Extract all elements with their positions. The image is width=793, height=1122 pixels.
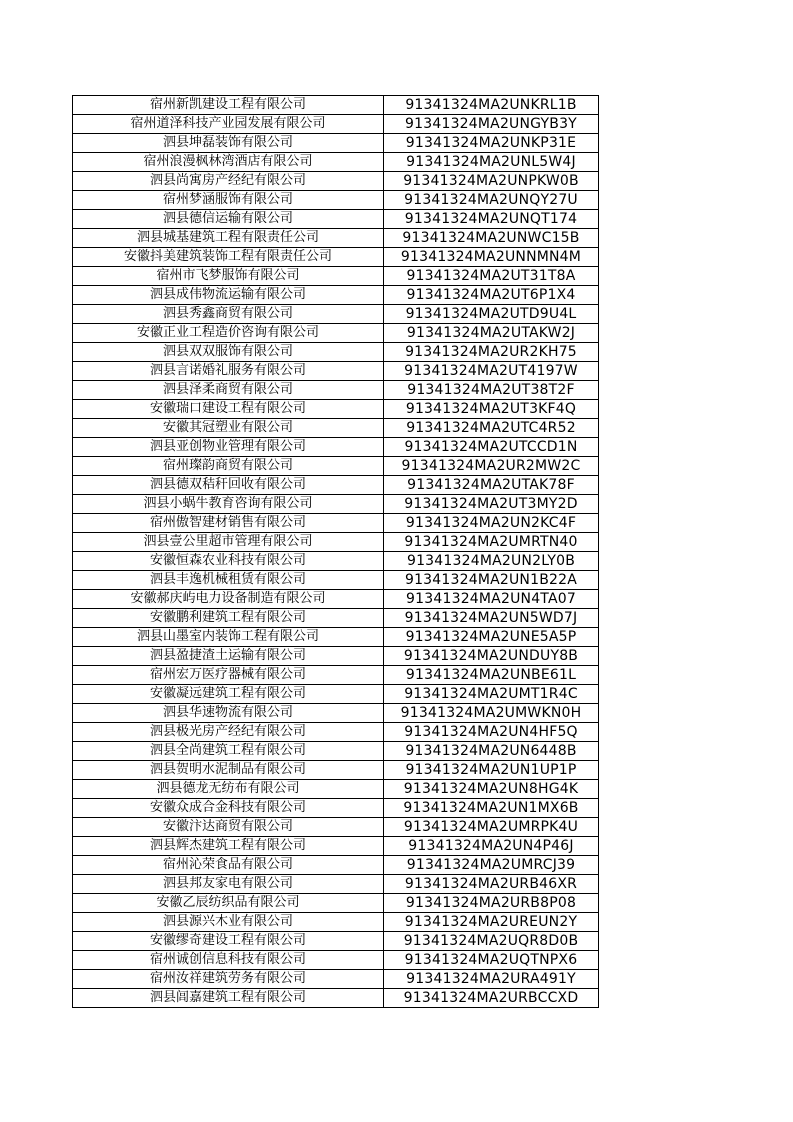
company-name-cell: 宿州梦涵服饰有限公司 <box>73 191 384 210</box>
table-row <box>73 989 599 1008</box>
credit-code-cell: 91341324MA2UTD9U4L <box>384 305 599 324</box>
table-row <box>73 476 599 495</box>
credit-code-cell: 91341324MA2UREUN2Y <box>384 913 599 932</box>
credit-code-cell: 91341324MA2UTAKW2J <box>384 324 599 343</box>
table-row <box>73 305 599 324</box>
company-name-cell: 宿州沁荣食品有限公司 <box>73 856 384 875</box>
company-name-cell: 泗县山墨室内装饰工程有限公司 <box>73 628 384 647</box>
table-row <box>73 628 599 647</box>
table-row <box>73 153 599 172</box>
credit-code-cell: 91341324MA2UQR8D0B <box>384 932 599 951</box>
credit-code-cell: 91341324MA2UT3MY2D <box>384 495 599 514</box>
company-name-cell: 泗县秀鑫商贸有限公司 <box>73 305 384 324</box>
table-row <box>73 818 599 837</box>
company-name-cell: 宿州汝祥建筑劳务有限公司 <box>73 970 384 989</box>
company-name-cell: 安徽凝远建筑工程有限公司 <box>73 685 384 704</box>
credit-code-cell: 91341324MA2UT6P1X4 <box>384 286 599 305</box>
company-name-cell: 宿州市飞梦服饰有限公司 <box>73 267 384 286</box>
table-row <box>73 609 599 628</box>
table-row <box>73 951 599 970</box>
credit-code-cell: 91341324MA2UMT1R4C <box>384 685 599 704</box>
table-row <box>73 324 599 343</box>
credit-code-cell: 91341324MA2UQTNPX6 <box>384 951 599 970</box>
table-row <box>73 666 599 685</box>
table-row <box>73 723 599 742</box>
credit-code-cell: 91341324MA2UNKP31E <box>384 134 599 153</box>
table-row <box>73 837 599 856</box>
company-name-cell: 泗县城基建筑工程有限责任公司 <box>73 229 384 248</box>
credit-code-cell: 91341324MA2URB8P08 <box>384 894 599 913</box>
company-registry-table <box>72 95 599 1008</box>
credit-code-cell: 91341324MA2UN2LY0B <box>384 552 599 571</box>
credit-code-cell: 91341324MA2URB46XR <box>384 875 599 894</box>
table-row <box>73 647 599 666</box>
credit-code-cell: 91341324MA2URA491Y <box>384 970 599 989</box>
company-name-cell: 安徽其冠塑业有限公司 <box>73 419 384 438</box>
credit-code-cell: 91341324MA2UN6448B <box>384 742 599 761</box>
company-name-cell: 安徽瑞口建设工程有限公司 <box>73 400 384 419</box>
credit-code-cell: 91341324MA2UMWKN0H <box>384 704 599 723</box>
credit-code-cell: 91341324MA2UN1UP1P <box>384 761 599 780</box>
credit-code-cell: 91341324MA2UN8HG4K <box>384 780 599 799</box>
company-name-cell: 泗县丰逸机械租赁有限公司 <box>73 571 384 590</box>
company-registry-body <box>73 96 599 1008</box>
company-name-cell: 泗县亚创物业管理有限公司 <box>73 438 384 457</box>
company-name-cell: 泗县华速物流有限公司 <box>73 704 384 723</box>
credit-code-cell: 91341324MA2UNQY27U <box>384 191 599 210</box>
company-name-cell: 泗县德龙无纺布有限公司 <box>73 780 384 799</box>
credit-code-cell: 91341324MA2UN4HF5Q <box>384 723 599 742</box>
table-row <box>73 115 599 134</box>
company-name-cell: 安徽正业工程造价咨询有限公司 <box>73 324 384 343</box>
credit-code-cell: 91341324MA2UN4P46J <box>384 837 599 856</box>
company-name-cell: 安徽郝庆屿电力设备制造有限公司 <box>73 590 384 609</box>
table-row <box>73 799 599 818</box>
table-row <box>73 96 599 115</box>
table-row <box>73 742 599 761</box>
credit-code-cell: 91341324MA2UMRTN40 <box>384 533 599 552</box>
credit-code-cell: 91341324MA2UN1MX6B <box>384 799 599 818</box>
company-name-cell: 泗县言诺婚礼服务有限公司 <box>73 362 384 381</box>
company-name-cell: 安徽乙辰纺织品有限公司 <box>73 894 384 913</box>
company-name-cell: 泗县贺明水泥制品有限公司 <box>73 761 384 780</box>
company-name-cell: 泗县辉杰建筑工程有限公司 <box>73 837 384 856</box>
table-row <box>73 571 599 590</box>
company-name-cell: 泗县盈捷渣土运输有限公司 <box>73 647 384 666</box>
credit-code-cell: 91341324MA2UT4197W <box>384 362 599 381</box>
company-name-cell: 宿州道泽科技产业园发展有限公司 <box>73 115 384 134</box>
company-name-cell: 泗县双双服饰有限公司 <box>73 343 384 362</box>
credit-code-cell: 91341324MA2UN2KC4F <box>384 514 599 533</box>
credit-code-cell: 91341324MA2UNGYB3Y <box>384 115 599 134</box>
company-name-cell: 宿州宏万医疗器械有限公司 <box>73 666 384 685</box>
company-name-cell: 泗县坤磊装饰有限公司 <box>73 134 384 153</box>
credit-code-cell: 91341324MA2UNWC15B <box>384 229 599 248</box>
credit-code-cell: 91341324MA2UNE5A5P <box>384 628 599 647</box>
company-name-cell: 安徽缪奇建设工程有限公司 <box>73 932 384 951</box>
company-name-cell: 泗县德双秸秆回收有限公司 <box>73 476 384 495</box>
credit-code-cell: 91341324MA2UTCCD1N <box>384 438 599 457</box>
company-name-cell: 泗县成伟物流运输有限公司 <box>73 286 384 305</box>
table-row <box>73 210 599 229</box>
credit-code-cell: 91341324MA2UR2KH75 <box>384 343 599 362</box>
table-row <box>73 286 599 305</box>
company-name-cell: 泗县小蜗牛教育咨询有限公司 <box>73 495 384 514</box>
credit-code-cell: 91341324MA2UMRCJ39 <box>384 856 599 875</box>
company-name-cell: 泗县邦友家电有限公司 <box>73 875 384 894</box>
table-row <box>73 248 599 267</box>
company-name-cell: 泗县极光房产经纪有限公司 <box>73 723 384 742</box>
table-row <box>73 856 599 875</box>
table-row <box>73 685 599 704</box>
table-row <box>73 438 599 457</box>
company-name-cell: 安徽众成合金科技有限公司 <box>73 799 384 818</box>
credit-code-cell: 91341324MA2UT38T2F <box>384 381 599 400</box>
company-name-cell: 宿州璨韵商贸有限公司 <box>73 457 384 476</box>
company-name-cell: 宿州傲智建材销售有限公司 <box>73 514 384 533</box>
credit-code-cell: 91341324MA2UT3KF4Q <box>384 400 599 419</box>
credit-code-cell: 91341324MA2UN5WD7J <box>384 609 599 628</box>
credit-code-cell: 91341324MA2UNL5W4J <box>384 153 599 172</box>
company-name-cell: 安徽恒森农业科技有限公司 <box>73 552 384 571</box>
credit-code-cell: 91341324MA2UMRPK4U <box>384 818 599 837</box>
table-row <box>73 362 599 381</box>
table-row <box>73 343 599 362</box>
table-row <box>73 400 599 419</box>
table-row <box>73 267 599 286</box>
company-name-cell: 安徽抖美建筑装饰工程有限责任公司 <box>73 248 384 267</box>
table-row <box>73 894 599 913</box>
company-name-cell: 宿州诚创信息科技有限公司 <box>73 951 384 970</box>
table-row <box>73 514 599 533</box>
company-name-cell: 泗县源兴木业有限公司 <box>73 913 384 932</box>
company-name-cell: 泗县壹公里超市管理有限公司 <box>73 533 384 552</box>
credit-code-cell: 91341324MA2UTC4R52 <box>384 419 599 438</box>
credit-code-cell: 91341324MA2UNKRL1B <box>384 96 599 115</box>
table-row <box>73 495 599 514</box>
table-row <box>73 381 599 400</box>
table-row <box>73 229 599 248</box>
table-row <box>73 590 599 609</box>
company-name-cell: 宿州新凯建设工程有限公司 <box>73 96 384 115</box>
company-name-cell: 泗县尚寓房产经纪有限公司 <box>73 172 384 191</box>
company-name-cell: 泗县泽柔商贸有限公司 <box>73 381 384 400</box>
table-row <box>73 704 599 723</box>
credit-code-cell: 91341324MA2UT31T8A <box>384 267 599 286</box>
table-row <box>73 780 599 799</box>
table-row <box>73 533 599 552</box>
table-row <box>73 191 599 210</box>
credit-code-cell: 91341324MA2UNNMN4M <box>384 248 599 267</box>
company-name-cell: 泗县德信运输有限公司 <box>73 210 384 229</box>
company-name-cell: 安徽鹏利建筑工程有限公司 <box>73 609 384 628</box>
credit-code-cell: 91341324MA2UNDUY8B <box>384 647 599 666</box>
table-row <box>73 172 599 191</box>
table-row <box>73 761 599 780</box>
company-name-cell: 安徽汴达商贸有限公司 <box>73 818 384 837</box>
table-row <box>73 970 599 989</box>
table-row <box>73 875 599 894</box>
company-name-cell: 泗县全尚建筑工程有限公司 <box>73 742 384 761</box>
table-row <box>73 552 599 571</box>
company-name-cell: 泗县闾嘉建筑工程有限公司 <box>73 989 384 1008</box>
credit-code-cell: 91341324MA2UN1B22A <box>384 571 599 590</box>
credit-code-cell: 91341324MA2URBCCXD <box>384 989 599 1008</box>
credit-code-cell: 91341324MA2UNPKW0B <box>384 172 599 191</box>
table-row <box>73 457 599 476</box>
table-row <box>73 913 599 932</box>
company-name-cell: 宿州浪漫枫林湾酒店有限公司 <box>73 153 384 172</box>
credit-code-cell: 91341324MA2UR2MW2C <box>384 457 599 476</box>
table-row <box>73 134 599 153</box>
table-row <box>73 419 599 438</box>
credit-code-cell: 91341324MA2UTAK78F <box>384 476 599 495</box>
table-row <box>73 932 599 951</box>
credit-code-cell: 91341324MA2UNQT174 <box>384 210 599 229</box>
credit-code-cell: 91341324MA2UNBE61L <box>384 666 599 685</box>
credit-code-cell: 91341324MA2UN4TA07 <box>384 590 599 609</box>
